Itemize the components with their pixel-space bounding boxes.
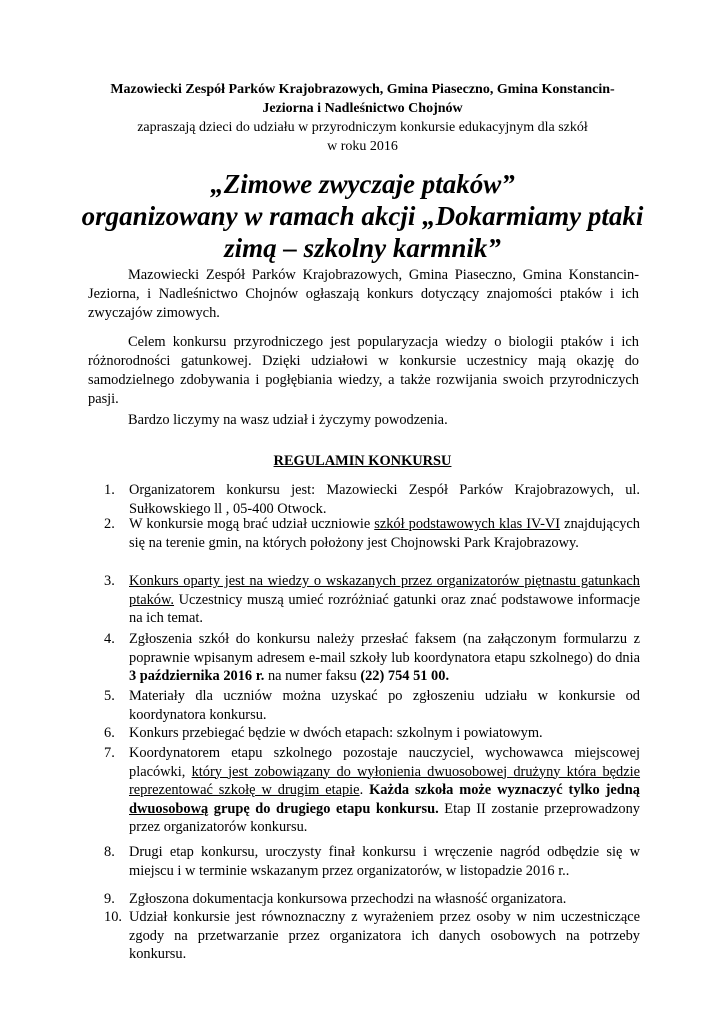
rule-text-underlined: który jest zobowiązany do wyłonienia dwuosobowej drużyny która będzie reprezentować szkołę w drugim etapie xyxy=(129,763,641,798)
rule-text-cont: znajdujących się na terenie gmin, na których położony jest Chojnowski Park Krajobrazowy. xyxy=(129,516,640,551)
rule-number: 10. xyxy=(104,909,122,925)
rule-text-underlined: szkół podstawowych klas IV-VI xyxy=(374,516,561,532)
rule-text: Konkurs przebiegać będzie w dwóch etapach: szkolnym i powiatowym. xyxy=(129,725,543,741)
rule-item-8 xyxy=(104,843,640,880)
organizers-header xyxy=(0,80,725,156)
rule-item-3 xyxy=(104,572,640,628)
rule-number: 2. xyxy=(104,516,115,532)
rule-number: 6. xyxy=(104,725,115,741)
rule-item-5 xyxy=(104,687,640,724)
invite-line-1: zapraszają dzieci do udziału w przyrodniczym konkursie edukacyjnym dla szkół xyxy=(137,120,588,135)
rule-number: 1. xyxy=(104,482,115,498)
title-line-1: „Zimowe zwyczaje ptaków” xyxy=(210,169,515,199)
rule-item-10 xyxy=(104,908,640,964)
rule-text-cont: . xyxy=(359,782,370,798)
intro-paragraph-3: Bardzo liczymy na wasz udział i życzymy powodzenia. xyxy=(128,412,448,428)
rule-number: 5. xyxy=(104,688,115,704)
intro-paragraph-2: Celem konkursu przyrodniczego jest popularyzacja wiedzy o biologii ptaków i ich różnorodności gatunkowej. Dzięki udziałowi w konkursie uczestnicy mają okazję do samodzielnego zdobywania i pogłębiania wiedzy, a także rozwijania swoich przyrodniczych pasji. xyxy=(88,334,639,407)
rule-text-cont: na numer faksu xyxy=(264,668,361,684)
rule-text: W konkursie mogą brać udział uczniowie xyxy=(129,516,375,532)
title-line-2: organizowany w ramach akcji „Dokarmiamy ptaki xyxy=(81,201,644,231)
rule-number: 3. xyxy=(104,573,115,589)
rule-item-6 xyxy=(104,724,640,743)
rule-text-cont: Uczestnicy muszą umieć rozróżniać gatunki oraz znać podstawowe informacje na ich temat. xyxy=(129,591,640,626)
rule-item-2 xyxy=(104,515,640,552)
rule-number: 9. xyxy=(104,891,115,907)
intro-paragraph-1: Mazowiecki Zespół Parków Krajobrazowych, Gmina Piaseczno, Gmina Konstancin-Jeziorna, i Nadleśnictwo Chojnów ogłaszają konkurs dotyczący znajomości ptaków i ich zwyczajów zimowych. xyxy=(88,267,639,321)
organizers-line-2: Jeziorna i Nadleśnictwo Chojnów xyxy=(262,101,463,116)
rule-text: Drugi etap konkursu, uroczysty finał konkursu i wręczenie nagród odbędzie się w miejscu i w terminie wskazanym przez organizatorów, w listopadzie 2016 r.. xyxy=(129,844,640,879)
deadline-date: 3 października 2016 r. xyxy=(129,668,265,684)
rule-number: 7. xyxy=(104,745,115,761)
rule-text: Organizatorem konkursu jest: Mazowiecki Zespół Parków Krajobrazowych, ul. Sułkowskiego ll , 05-400 Otwock. xyxy=(129,482,640,517)
rule-text-underlined: Konkurs oparty jest na wiedzy o wskazanych przez organizatorów piętnastu gatunkach ptaków. xyxy=(129,573,640,608)
rule-text-bold: Każda szkoła może wyznaczyć tylko jedną xyxy=(369,782,640,798)
rule-item-9 xyxy=(104,890,640,909)
rule-number: 4. xyxy=(104,631,115,647)
invite-line-2: w roku 2016 xyxy=(327,139,398,154)
rule-text: Koordynatorem etapu szkolnego pozostaje nauczyciel, wychowawca miejscowej placówki, xyxy=(129,745,640,780)
rule-text: Zgłoszenia szkół do konkursu należy przesłać faksem (na załączonym formularzu z poprawnie wpisanym adresem e-mail szkoły lub koordynatora etapu szkolnego) do dnia xyxy=(129,631,640,666)
title-line-3: zimą – szkolny karmnik” xyxy=(224,233,501,263)
contest-title xyxy=(0,168,725,264)
rule-item-7 xyxy=(104,744,640,837)
rule-text-end: Etap II zostanie przeprowadzony przez organizatorów konkursu. xyxy=(129,800,640,835)
rule-item-1 xyxy=(104,481,640,518)
rule-text: Materiały dla uczniów można uzyskać po zgłoszeniu udziału w konkursie od koordynatora konkursu. xyxy=(129,688,640,723)
regulations-heading: REGULAMIN KONKURSU xyxy=(273,453,452,469)
rule-text: Zgłoszona dokumentacja konkursowa przechodzi na własność organizatora. xyxy=(129,891,567,907)
rule-text-bold-cont: grupę do drugiego etapu konkursu. xyxy=(208,800,439,817)
organizers-line-1: Mazowiecki Zespół Parków Krajobrazowych, Gmina Piaseczno, Gmina Konstancin- xyxy=(110,82,615,97)
fax-number: (22) 754 51 00. xyxy=(360,668,450,684)
rule-text: Udział konkursie jest równoznaczny z wyrażeniem przez osoby w nim uczestniczące zgody na przetwarzanie przez organizatora ich danych osobowych na potrzeby konkursu. xyxy=(129,909,640,962)
rule-item-4 xyxy=(104,630,640,686)
rule-number: 8. xyxy=(104,844,115,860)
rule-text-bold-underlined: dwuosobową xyxy=(129,800,209,817)
